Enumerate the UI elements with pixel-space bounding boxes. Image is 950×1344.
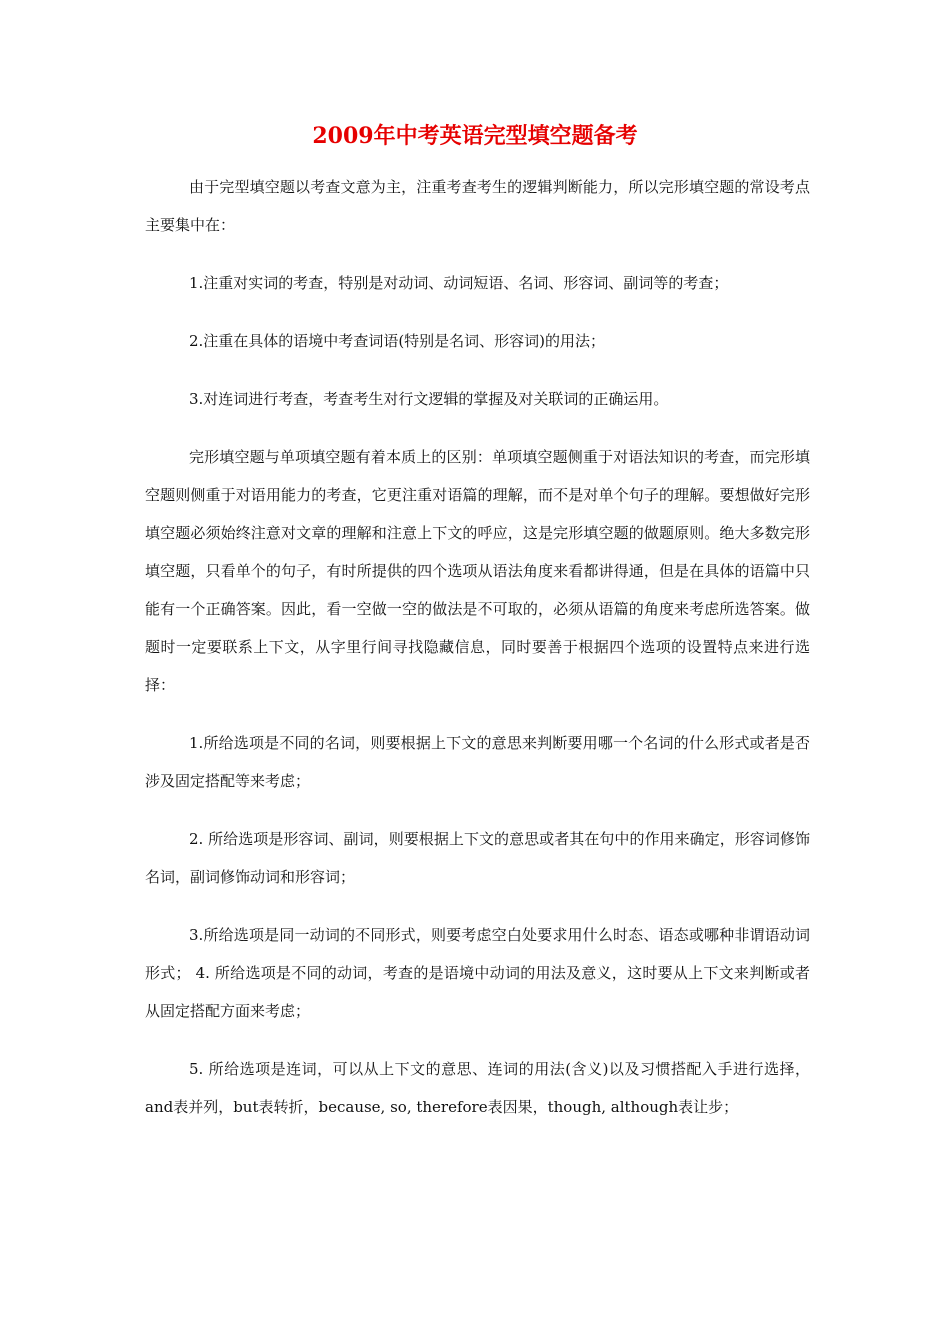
document-body [145, 168, 810, 1146]
tip-3-4-paragraph: 3.所给选项是同一动词的不同形式，则要考虑空白处要求用什么时态、语态或哪种非谓语动词形式； 4. 所给选项是不同的动词，考查的是语境中动词的用法及意义，这时要从上下文来判断或者从固定搭配方面来考虑； [145, 926, 810, 1020]
tip-5-paragraph: 5. 所给选项是连词，可以从上下文的意思、连词的用法(含义)以及习惯搭配入手进行选择，and表并列，but表转折，because, so, therefore表因果，though, although表让步； [145, 1060, 810, 1116]
tip-2-paragraph: 2. 所给选项是形容词、副词，则要根据上下文的意思或者其在句中的作用来确定，形容词修饰名词，副词修饰动词和形容词； [145, 830, 810, 886]
tip-1-paragraph: 1.所给选项是不同的名词，则要根据上下文的意思来判断要用哪一个名词的什么形式或者是否涉及固定搭配等来考虑； [145, 734, 810, 790]
intro-paragraph: 由于完型填空题以考查文意为主，注重考查考生的逻辑判断能力，所以完形填空题的常设考点主要集中在： [145, 178, 810, 234]
point-2-paragraph: 2.注重在具体的语境中考查词语(特别是名词、形容词)的用法； [189, 332, 606, 350]
comparison-paragraph: 完形填空题与单项填空题有着本质上的区别：单项填空题侧重于对语法知识的考查，而完形填空题则侧重于对语用能力的考查，它更注重对语篇的理解，而不是对单个句子的理解。要想做好完形填空题必须始终注意对文章的理解和注意上下文的呼应，这是完形填空题的做题原则。绝大多数完形填空题，只看单个的句子，有时所提供的四个选项从语法角度来看都讲得通，但是在具体的语篇中只能有一个正确答案。因此，看一空做一空的做法是不可取的，必须从语篇的角度来考虑所选答案。做题时一定要联系上下文，从字里行间寻找隐藏信息，同时要善于根据四个选项的设置特点来进行选择： [145, 448, 810, 694]
point-1-paragraph: 1.注重对实词的考查，特别是对动词、动词短语、名词、形容词、副词等的考查； [189, 274, 729, 292]
point-3-paragraph: 3.对连词进行考查，考查考生对行文逻辑的掌握及对关联词的正确运用。 [189, 390, 669, 408]
page-title: 2009年中考英语完型填空题备考 [312, 123, 638, 149]
